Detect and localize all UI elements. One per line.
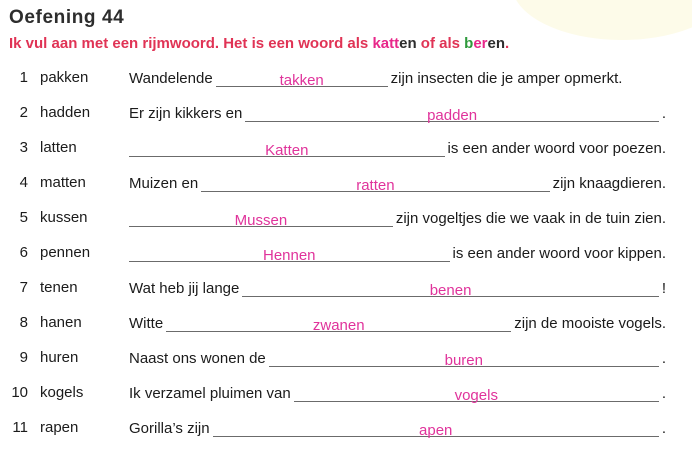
row-number: 5 [19, 209, 28, 226]
exercise-row [0, 60, 692, 95]
sentence [129, 174, 666, 192]
sentence-after: . [661, 350, 666, 367]
row-number: 1 [19, 69, 28, 86]
sentence [129, 349, 666, 367]
answer-blank[interactable] [213, 419, 659, 437]
example2-initial: b [464, 35, 474, 52]
rhyme-word: matten [40, 174, 86, 191]
rhyme-word: kogels [40, 384, 84, 401]
sentence [129, 69, 666, 87]
sentence [129, 104, 666, 122]
example2-rhyme-part: er [473, 35, 488, 52]
row-number: 9 [19, 349, 28, 366]
answer-blank[interactable] [166, 314, 511, 332]
answer-blank[interactable] [269, 349, 659, 367]
rhyme-word: kussen [40, 209, 88, 226]
rhyme-word: pakken [40, 69, 89, 86]
sentence-after: zijn de mooiste vogels. [514, 315, 666, 332]
row-number: 10 [11, 384, 28, 401]
example1-suffix: en [399, 35, 417, 52]
answer-blank[interactable] [245, 104, 658, 122]
rhyme-word: huren [40, 349, 79, 366]
answer-blank[interactable] [129, 244, 450, 262]
exercise-row [0, 410, 692, 445]
sentence-after: ! [661, 280, 666, 297]
rhyme-word: pennen [40, 244, 91, 261]
sentence [129, 139, 666, 157]
rhyme-word: tenen [40, 279, 78, 296]
sentence-before: Wandelende [129, 70, 213, 87]
sentence-before: Gorilla’s zijn [129, 420, 210, 437]
answer-text: Mussen [234, 212, 288, 229]
sentence-before: Ik verzamel pluimen van [129, 385, 291, 402]
rhyme-word: rapen [40, 419, 79, 436]
row-number: 7 [19, 279, 28, 296]
instruction-end: . [505, 35, 510, 52]
example1-initial: k [372, 35, 381, 52]
answer-text: buren [444, 352, 483, 369]
answer-blank[interactable] [216, 69, 388, 87]
exercise-row [0, 200, 692, 235]
answer-blank[interactable] [129, 209, 393, 227]
sentence-after: . [661, 105, 666, 122]
answer-text: Hennen [262, 247, 316, 264]
exercise-title: Oefening 44 [9, 7, 125, 28]
instruction-text [9, 35, 509, 52]
row-number: 4 [19, 174, 28, 191]
answer-text: padden [427, 107, 478, 124]
answer-text: vogels [454, 387, 498, 404]
sentence-before: Er zijn kikkers en [129, 105, 243, 122]
example2-suffix: en [487, 35, 506, 52]
sentence [129, 419, 666, 437]
sentence [129, 279, 666, 297]
row-number: 11 [12, 419, 28, 436]
sentence-before: Muizen en [129, 175, 199, 192]
sentence [129, 384, 666, 402]
exercise-row [0, 235, 692, 270]
rhyme-word: latten [40, 139, 77, 156]
sentence-after: zijn knaagdieren. [552, 175, 666, 192]
answer-text: Katten [265, 142, 309, 159]
rhyme-word: hadden [40, 104, 91, 121]
sentence-after: . [661, 385, 666, 402]
row-number: 6 [19, 244, 28, 261]
answer-blank[interactable] [242, 279, 658, 297]
answer-text: benen [429, 282, 472, 299]
exercise-row [0, 375, 692, 410]
sentence-before: Witte [129, 315, 164, 332]
answer-blank[interactable] [294, 384, 659, 402]
sentence-after: zijn vogeltjes die we vaak in de tuin zien. [395, 210, 666, 227]
sentence-after: . [661, 420, 666, 437]
exercise-rows [0, 60, 692, 445]
row-number: 2 [19, 104, 28, 121]
exercise-row [0, 165, 692, 200]
answer-blank[interactable] [129, 139, 445, 157]
answer-blank[interactable] [201, 174, 549, 192]
sentence [129, 209, 666, 227]
exercise-row [0, 340, 692, 375]
answer-text: takken [279, 72, 324, 89]
answer-text: apen [419, 422, 453, 439]
row-number: 8 [19, 314, 28, 331]
instruction-mid: of als [416, 35, 465, 52]
sentence-before: Naast ons wonen de [129, 350, 266, 367]
sentence-after: is een ander woord voor kippen. [452, 245, 666, 262]
sentence [129, 314, 666, 332]
exercise-row [0, 270, 692, 305]
rhyme-word: hanen [40, 314, 82, 331]
sentence-after: is een ander woord voor poezen. [447, 140, 666, 157]
sentence-before: Wat heb jij lange [129, 280, 240, 297]
example1-rhyme-part: att [380, 35, 400, 52]
exercise-row [0, 305, 692, 340]
exercise-row [0, 95, 692, 130]
exercise-row [0, 130, 692, 165]
corner-decoration [512, 0, 692, 40]
answer-text: zwanen [312, 317, 365, 334]
instruction-lead: Ik vul aan met een rijmwoord. Het is een woord als [9, 35, 373, 52]
row-number: 3 [19, 139, 28, 156]
answer-text: ratten [356, 177, 395, 194]
sentence [129, 244, 666, 262]
sentence-after: zijn insecten die je amper opmerkt. [390, 70, 623, 87]
